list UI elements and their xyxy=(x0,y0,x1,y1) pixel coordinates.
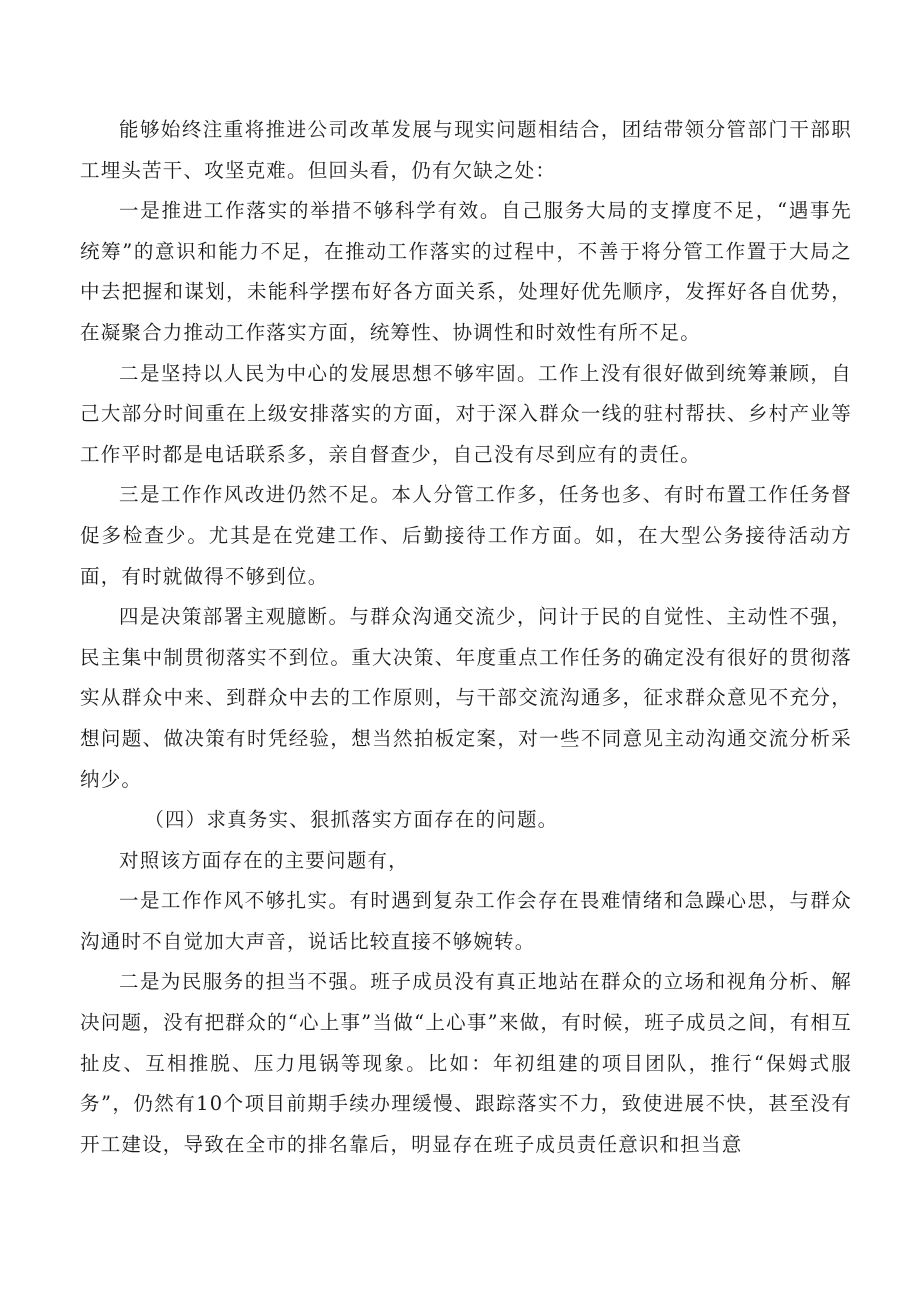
paragraph-section-intro: 对照该方面存在的主要问题有， xyxy=(119,848,409,872)
paragraph-issue-1: 一是推进工作落实的举措不够科学有效。自己服务大局的支撑度不足，“遇事先统筹”的意识和能力不足，在推动工作落实的过程中，不善于将分管工作置于大局之中去把握和谋划，未能科学摆布好各方面关系，处理好优先顺序，发挥好各自优势，在凝聚合力推动工作落实方面，统筹性、协调性和时效性有所不足。 xyxy=(80,199,852,344)
paragraph-issue-2: 二是坚持以人民为中心的发展思想不够牢固。工作上没有很好做到统筹兼顾，自己大部分时间重在上级安排落实的方面，对于深入群众一线的驻村帮扶、乡村产业等工作平时都是电话联系多，亲自督查少，自己没有尽到应有的责任。 xyxy=(80,361,852,466)
paragraph-issue-3: 三是工作作风改进仍然不足。本人分管工作多，任务也多、有时布置工作任务督促多检查少。尤其是在党建工作、后勤接待工作方面。如，在大型公务接待活动方面，有时就做得不够到位。 xyxy=(80,483,852,588)
section-heading: （四）求真务实、狠抓落实方面存在的问题。 xyxy=(144,808,559,832)
document-body xyxy=(80,110,852,1165)
paragraph-section-issue-1: 一是工作作风不够扎实。有时遇到复杂工作会存在畏难情绪和急躁心思，与群众沟通时不自觉加大声音，说话比较直接不够婉转。 xyxy=(80,889,852,953)
paragraph-issue-4: 四是决策部署主观臆断。与群众沟通交流少，问计于民的自觉性、主动性不强，民主集中制贯彻落实不到位。重大决策、年度重点工作任务的确定没有很好的贯彻落实从群众中来、到群众中去的工作原则，与干部交流沟通多，征求群众意见不充分，想问题、做决策有时凭经验，想当然拍板定案，对一些不同意见主动沟通交流分析采纳少。 xyxy=(80,605,852,791)
paragraph-intro: 能够始终注重将推进公司改革发展与现实问题相结合，团结带领分管部门干部职工埋头苦干、攻坚克难。但回头看，仍有欠缺之处： xyxy=(80,118,852,182)
paragraph-section-issue-2: 二是为民服务的担当不强。班子成员没有真正地站在群众的立场和视角分析、解决问题，没有把群众的“心上事”当做“上心事”来做，有时候，班子成员之间，有相互扯皮、互相推脱、压力甩锅等现象。比如：年初组建的项目团队，推行“保姆式服务”，仍然有10个项目前期手续办理缓慢、跟踪落实不力，致使进展不快，甚至没有开工建设，导致在全市的排名靠后，明显存在班子成员责任意识和担当意 xyxy=(80,970,852,1156)
